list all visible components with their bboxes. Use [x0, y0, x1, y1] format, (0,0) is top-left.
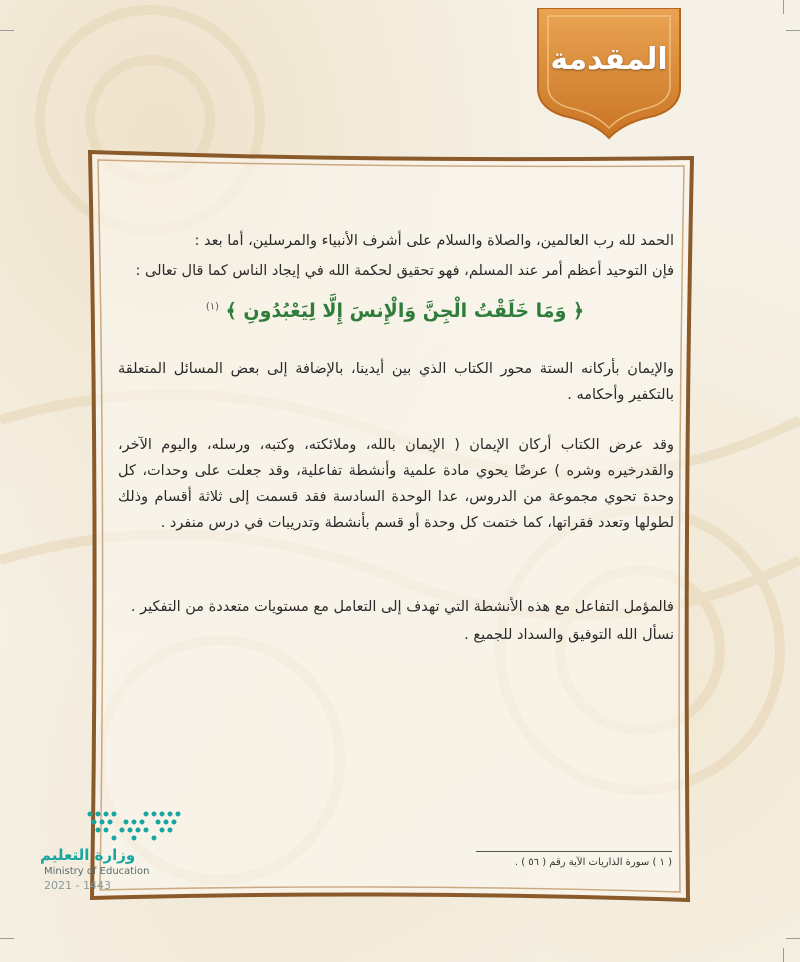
crop-mark [786, 938, 800, 939]
paragraph: نسأل الله التوفيق والسداد للجميع . [464, 627, 674, 643]
paragraph: والإيمان بأركانه الستة محور الكتاب الذي بين أيدينا، بالإضافة إلى بعض المسائل المتعلقة بالتكفير وأحكامه . [118, 361, 674, 403]
intro-line-2: فإن التوحيد أعظم أمر عند المسلم، فهو تحقيق لحكمة الله في إيجاد الناس كما قال تعالى : [135, 263, 674, 279]
crop-mark [783, 948, 784, 962]
paragraph: فالمؤمل التفاعل مع هذه الأنشطة التي تهدف إلى التعامل مع مستويات متعددة من التفكير . [130, 599, 674, 615]
footnote-divider [476, 851, 672, 852]
footnote: ( ١ ) سورة الذاريات الآية رقم ( ٥٦ ) . [514, 857, 672, 868]
crop-mark [786, 30, 800, 31]
edition-year: 2021 - 1443 [44, 879, 111, 892]
quran-verse [160, 300, 630, 322]
paragraph: وقد عرض الكتاب أركان الإيمان ( الإيمان بالله، وملائكته، وكتبه، ورسله، واليوم الآخر، والقدرخيره وشره ) عرضًا يحوي مادة علمية وأنشطة تفاعلية، وقد جعلت على وحدات، كل وحدة تحوي مجموعة من الدروس، عدا الوحدة السادسة فقد قسمت إلى ثلاثة أقسام وذلك لطولها وتعدد فقراتها، كما ختمت كل وحدة أو قسم بأنشطة وتدريبات في درس منفرد . [118, 437, 674, 531]
ministry-name-arabic: وزارة التعليم [40, 846, 136, 864]
intro-line-1: الحمد لله رب العالمين، والصلاة والسلام على أشرف الأنبياء والمرسلين، أما بعد : [194, 233, 674, 249]
ministry-name-english: Ministry of Education [44, 866, 150, 877]
verse-reference: (١) [205, 301, 220, 313]
page-title: المقدمة [550, 42, 668, 77]
crop-mark [783, 0, 784, 14]
verse-text: ﴿ وَمَا خَلَقْتُ الْجِنَّ وَالْإِنسَ إِلَّا لِيَعْبُدُونِ ﴾ [225, 300, 585, 322]
ministry-logo-icon [86, 808, 182, 842]
crop-mark [0, 938, 14, 939]
crop-mark [0, 30, 14, 31]
